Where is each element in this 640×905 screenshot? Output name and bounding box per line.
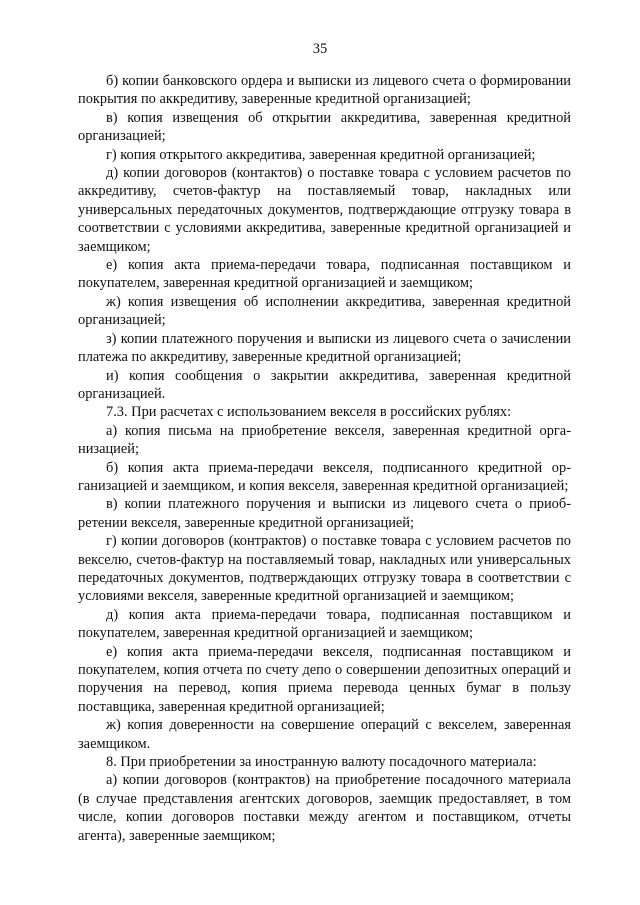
paragraph-6z: з) копии платежного поручения и выписки из лицевого счета о зачислении платежа по аккредитиву, заверенные кредитной организацией;	[78, 330, 571, 366]
paragraph-7-3e: е) копия акта приема-передачи векселя, подписанная поставщиком и покупателем, копия отчета по счету депо о совершении депозитных операций и поручения на перевод, копия приема перевода ценных бумаг в пользу поставщика, заверенная кредитной организацией;	[78, 643, 571, 715]
document-body	[78, 72, 571, 845]
paragraph-7-3b: б) копия акта приема-передачи векселя, подписанного кредитной организацией и заемщиком, и копия векселя, заверенная кредитной организацией;	[78, 459, 571, 494]
section-heading-7-3: 7.3. При расчетах с использованием векселя в российских рублях:	[106, 404, 512, 421]
paragraph-7-3d: д) копия акта приема-передачи товара, подписанная поставщиком и покупателем, заверенная кредитной организацией и заемщиком;	[78, 606, 571, 642]
paragraph-6b: б) копии банковского ордера и выписки из лицевого счета о формировании покрытия по аккредитиву, заверенные кредитной организацией;	[78, 73, 571, 108]
paragraph-7-3v: в) копии платежного поручения и выписки из лицевого счета о приобретении векселя, заверенные кредитной организацией;	[78, 496, 571, 531]
section-heading-8: 8. При приобретении за иностранную валюту посадочного материала:	[106, 754, 537, 771]
paragraph-6e: е) копия акта приема-передачи товара, подписанная поставщиком и покупателем, заверенная кредитной организацией и заемщиком;	[78, 257, 571, 292]
paragraph-6v: в) копия извещения об открытии аккредитива, заверенная кредитной организацией;	[78, 109, 571, 145]
paragraph-7-3g: г) копии договоров (контрактов) о поставке товара с условием расчетов по векселю, счетов-фактур на поставляемый товар, накладных или универсальных передаточных документов, подтверждающих отгрузку товара в соответствии с условиями векселя, заверенные кредитной организацией и заемщиком;	[78, 533, 571, 605]
paragraph-7-3zh: ж) копия доверенности на совершение операций с векселем, заверенная заемщиком.	[78, 717, 571, 752]
paragraph-6d: д) копии договоров (контактов) о поставке товара с условием расчетов по аккредитиву, счетов-фактур на поставляемый товар, накладных или универсальных передаточных документов, подтверждающие отгрузку товара в соответствии с условиями аккредитива, заверенные кредитной организацией и заемщиком;	[78, 165, 571, 255]
paragraph-6zh: ж) копия извещения об исполнении аккредитива, заверенная кредитной организацией;	[78, 293, 571, 329]
paragraph-7-3a: а) копия письма на приобретение векселя, заверенная кредитной организацией;	[78, 422, 571, 458]
paragraph-8a: а) копии договоров (контрактов) на приобретение посадочного материала (в случае представления агентских договоров, заемщик предоставляет, в том числе, копии договоров поставки между агентом и поставщиком, отчеты агента), заверенные заемщиком;	[78, 772, 571, 844]
paragraph-6i: и) копия сообщения о закрытии аккредитива, заверенная кредитной организацией.	[78, 367, 571, 402]
paragraph-6g: г) копия открытого аккредитива, заверенная кредитной организацией;	[106, 146, 536, 163]
page-number: 35	[312, 41, 328, 57]
